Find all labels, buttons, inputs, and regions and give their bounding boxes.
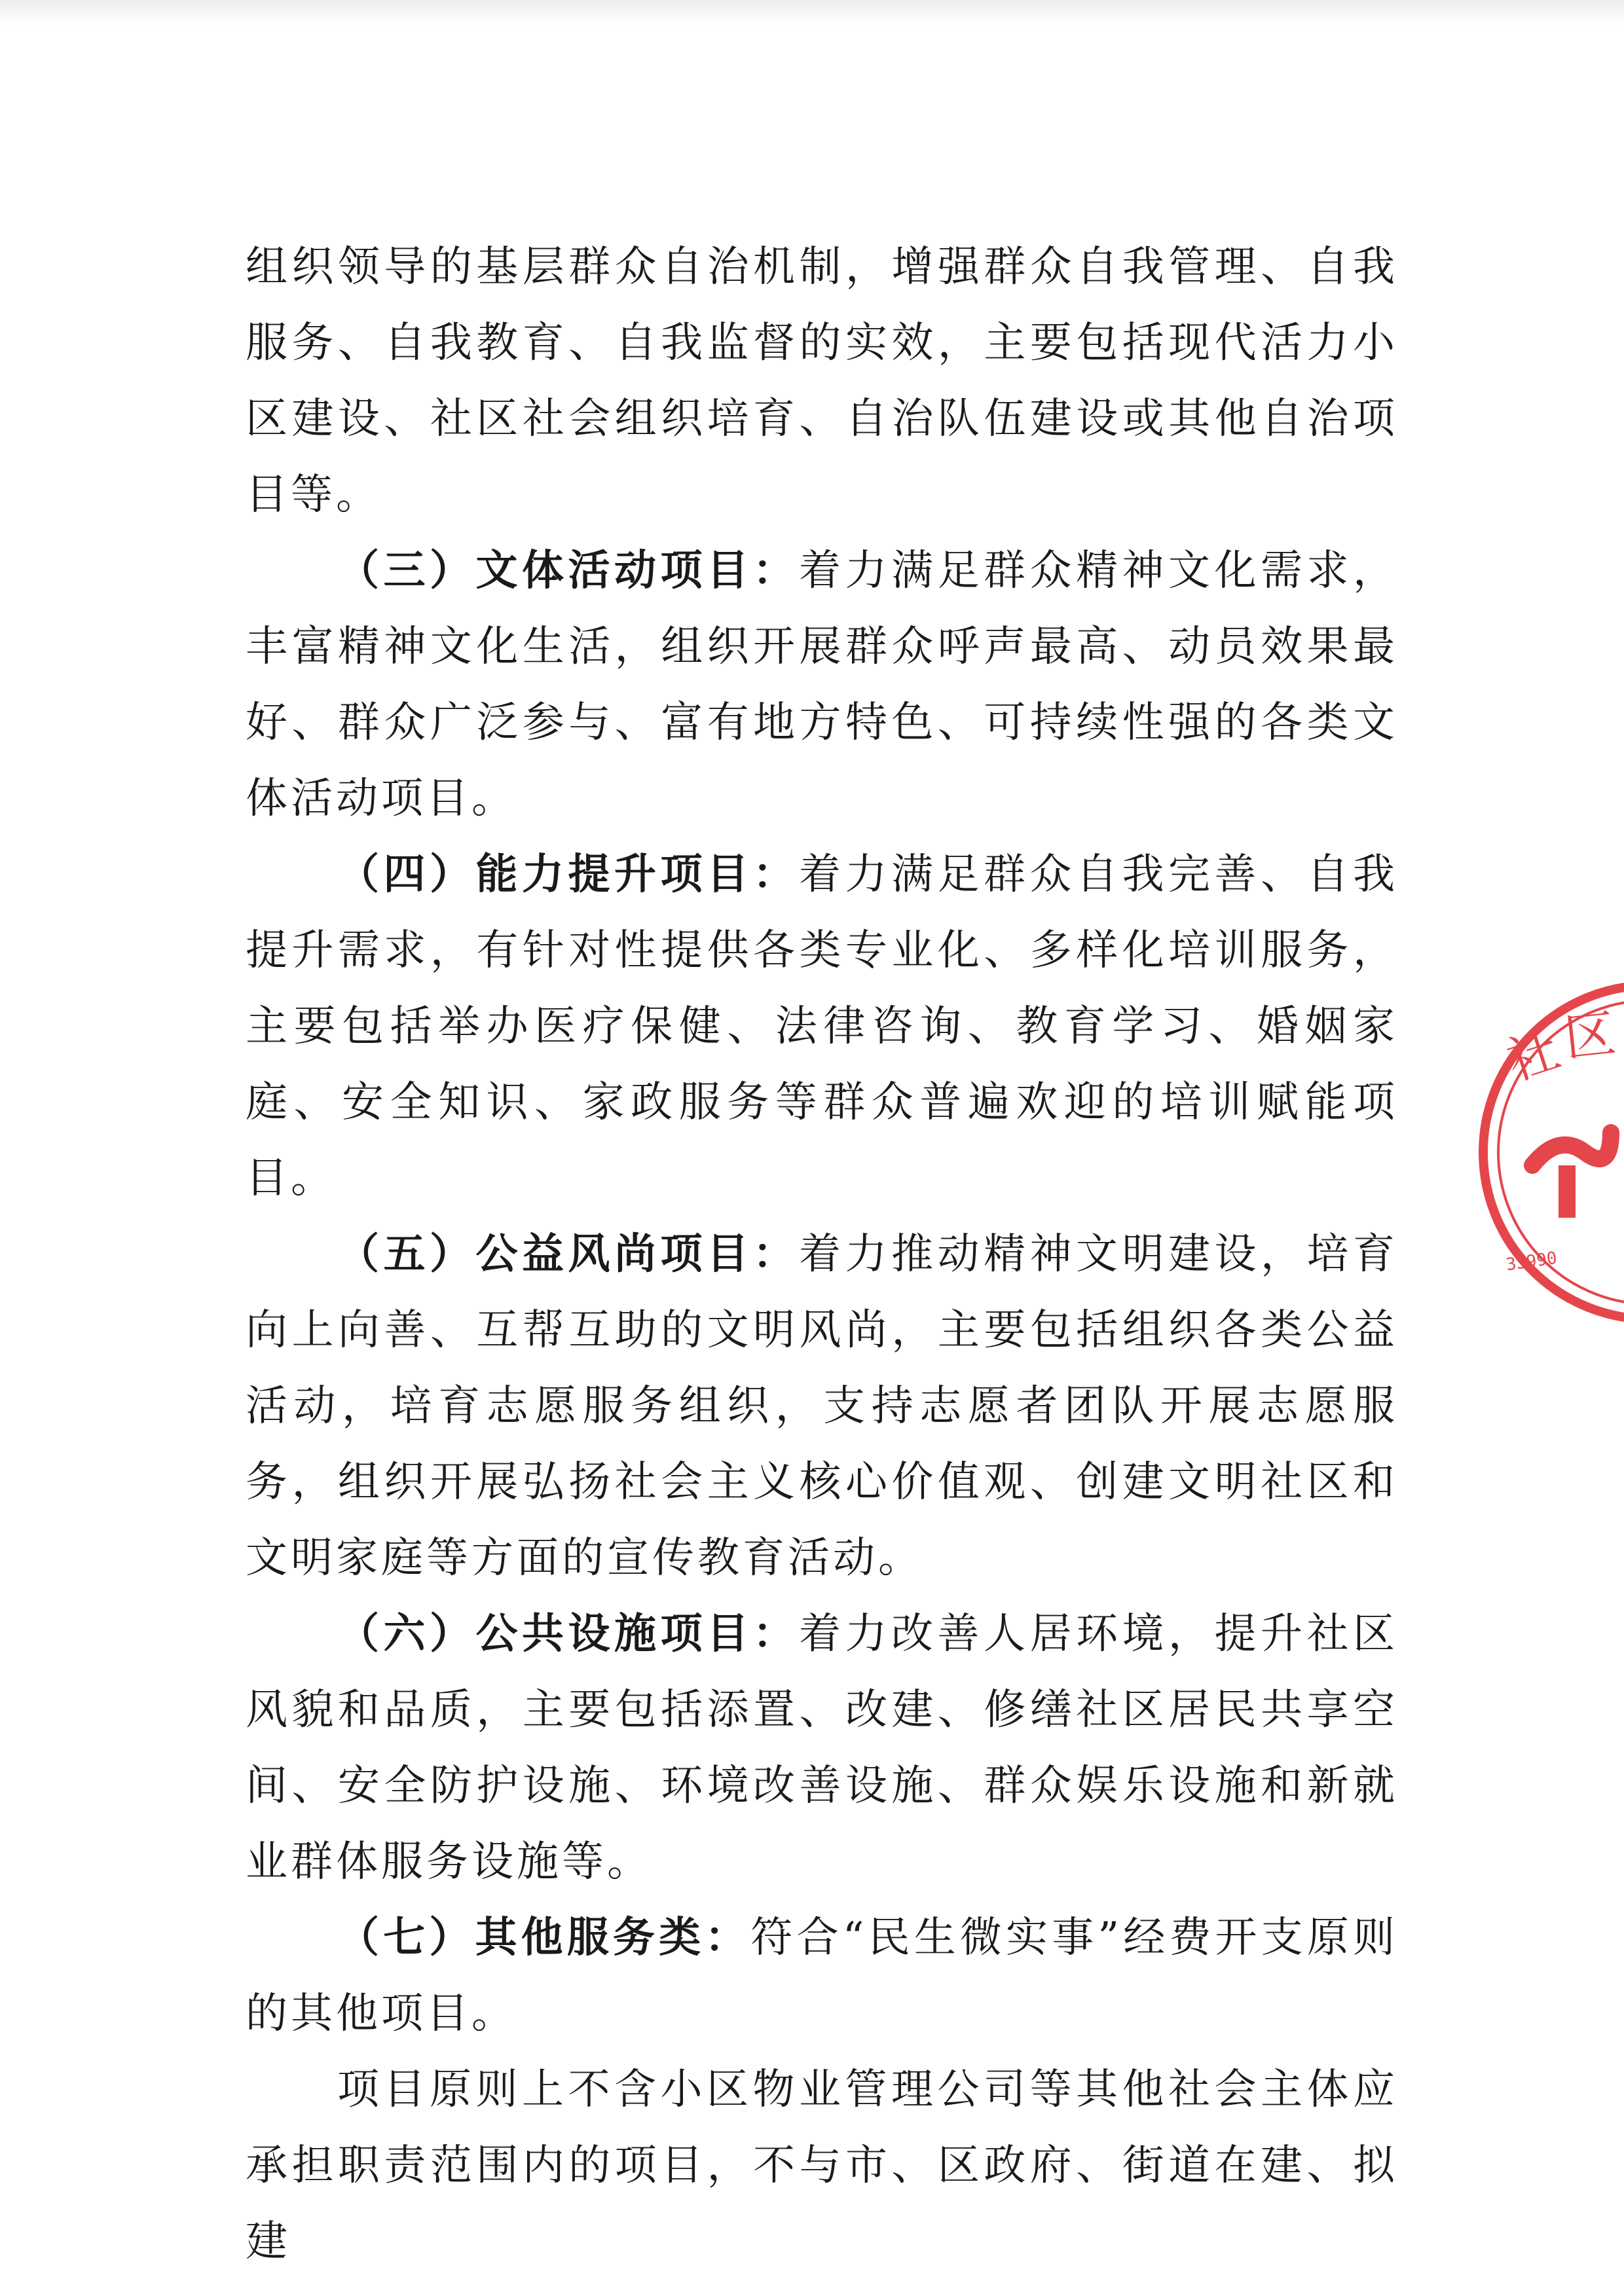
seal-serial-number: 33990 [1504, 1248, 1559, 1275]
section-heading: （六）公共设施项目： [337, 1609, 799, 1658]
official-seal-stamp [1460, 969, 1624, 1336]
paragraph-section-6: （六）公共设施项目：着力改善人居环境，提升社区风貌和品质，主要包括添置、改建、修缮社区居民共享空间、安全防护设施、环境改善设施、群众娱乐设施和新就业群体服务设施等。 [246, 1609, 1398, 1886]
seal-emblem-stem [1559, 1165, 1576, 1218]
paragraph-continuation: 组织领导的基层群众自治机制，增强群众自我管理、自我服务、自我教育、自我监督的实效，主要包括现代活力小区建设、社区社会组织培育、自治队伍建设或其他自治项目等。 [246, 243, 1398, 519]
section-heading: （四）能力提升项目： [337, 850, 799, 899]
section-heading: （七）其他服务类： [337, 1913, 751, 1962]
paragraph-section-3: （三）文体活动项目：着力满足群众精神文化需求，丰富精神文化生活，组织开展群众呼声最高、动员效果最好、群众广泛参与、富有地方特色、可持续性强的各类文体活动项目。 [246, 546, 1398, 823]
seal-text-char-1: 社 [1500, 1020, 1567, 1092]
seal-emblem-icon [1532, 1133, 1611, 1165]
paragraph-section-4: （四）能力提升项目：着力满足群众自我完善、自我提升需求，有针对性提供各类专业化、多样化培训服务，主要包括举办医疗保健、法律咨询、教育学习、婚姻家庭、安全知识、家政服务等群众普遍欢迎的培训赋能项目。 [246, 850, 1398, 1203]
seal-graphic [1460, 969, 1624, 1336]
paragraph-project-principles: 项目原则上不含小区物业管理公司等其他社会主体应承担职责范围内的项目，不与市、区政府、街道在建、拟建 [246, 2066, 1398, 2266]
section-heading: （三）文体活动项目： [337, 546, 799, 595]
seal-text-char-2: 区 [1561, 1004, 1619, 1068]
paragraph-section-7: （七）其他服务类：符合“民生微实事”经费开支原则的其他项目。 [246, 1913, 1399, 2038]
paragraph-section-5: （五）公益风尚项目：着力推动精神文明建设，培育向上向善、互帮互助的文明风尚，主要包括组织各类公益活动，培育志愿服务组织，支持志愿者团队开展志愿服务，组织开展弘扬社会主义核心价值观、创建文明社区和文明家庭等方面的宣传教育活动。 [246, 1230, 1398, 1582]
scan-edge [0, 0, 1624, 26]
section-heading: （五）公益风尚项目： [337, 1230, 799, 1279]
document-body [246, 229, 1398, 2280]
